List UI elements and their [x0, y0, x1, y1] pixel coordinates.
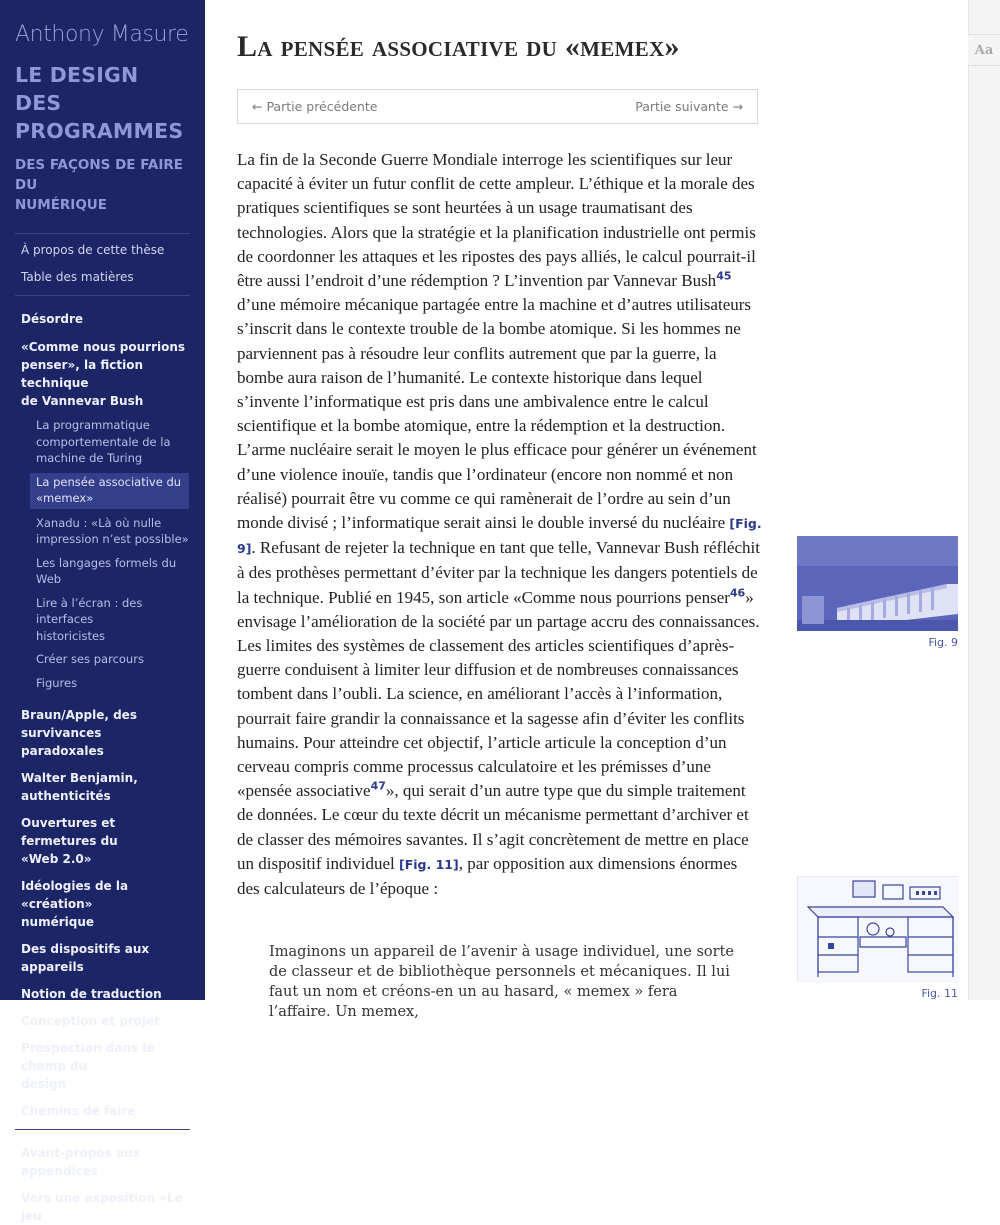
sidebar-item-ouvertures[interactable]: [0, 814, 205, 868]
sidebar-item-conception[interactable]: Conception et projet: [21, 1014, 161, 1028]
previous-part-link[interactable]: ← Partie précédente: [252, 99, 378, 114]
book-title[interactable]: [0, 61, 205, 145]
sidebar-item-comme-nous[interactable]: [0, 338, 205, 410]
sidebar-item-label: Walter Benjamin,: [21, 771, 138, 785]
sidebar-subitem-turing[interactable]: [0, 417, 205, 467]
sidebar-item-label: numérique: [21, 915, 95, 929]
sidebar-item-chemins[interactable]: Chemins de faire: [21, 1104, 136, 1118]
sidebar-link-about[interactable]: À propos de cette thèse: [21, 243, 165, 257]
book-subtitle-line: DES FAÇONS DE FAIRE DU: [15, 157, 183, 193]
sidebar-item-prospection[interactable]: [0, 1039, 205, 1093]
sidebar-item-label: La pensée associative du: [36, 474, 182, 489]
sidebar-item-label: impression n’est possible»: [36, 532, 189, 546]
sidebar-item-label: historicistes: [36, 628, 106, 643]
footnote-46-link[interactable]: 46: [729, 586, 746, 599]
next-part-link[interactable]: Partie suivante →: [635, 99, 743, 114]
sidebar-item-dispositifs[interactable]: Des dispositifs aux appareils: [21, 942, 150, 974]
sidebar-item-label: Les langages formels du: [36, 555, 177, 570]
text-segment: d’une mémoire mécanique partagée entre la machine et d’autres utilisateurs s’inscrit dans le contexte trouble de la bombe atomique. Si les hommes ne parviennent pas à résoudre leur conflits autrement que par la guerre, la bombe aura raison de l’humanité. Le contexte historique dans lequel s’invente l’informatique est pris dans une ambivalence entre le calcul scientifique et la bombe atomique, entre la rédemption et la destruction. L’arme nucléaire serait le moyen le plus efficace pour générer un événement d’une violence inouïe, tandis que l’ordinateur (encore non nommé et non réalisé) pourrait être vu comme ce qui ramènerait de l’ordre au sein d’un monde divisé ; l’informatique serait ainsi le double inversé du nucléaire: [237, 295, 757, 533]
blockquote: Imaginons un appareil de l’avenir à usage individuel, une sorte de classeur et de bibliothèque personnels et mécaniques. Il lui faut un nom et créons-en un au hasard, « memex » fera l’affaire. Un memex,: [269, 944, 734, 1020]
sidebar-subitem-creer[interactable]: Créer ses parcours: [36, 652, 144, 666]
fig-11-reference-link[interactable]: [Fig. 11]: [398, 856, 459, 872]
sidebar-item-label: Prospection dans le champ du: [21, 1041, 155, 1073]
sidebar: [0, 0, 205, 1223]
sidebar-item-label: Idéologies de la «création»: [21, 879, 129, 911]
figure-9-caption: Fig. 9: [928, 636, 958, 649]
figure-11-caption: Fig. 11: [921, 987, 958, 1000]
text-segment: La fin de la Seconde Guerre Mondiale interroge les scientifiques sur leur capacité à éviter un futur conflit de cette ampleur. L’éthique et la morale des pratiques scientifiques se sont heurtées à un usage traumatisant des technologies. Alors que la stratégie et la planification industrielle ont permis de coordonner les attaques et les ripostes des pays alliés, le calcul pourrait-il être aussi l’endroit d’une rédemption ? L’invention par Vannevar Bush: [237, 150, 756, 291]
sidebar-item-label: «Comme nous pourrions: [21, 340, 186, 354]
font-settings-button[interactable]: Aa: [968, 34, 1000, 66]
text-segment: , par opposition aux dimensions énormes des calculateurs de l’époque :: [237, 853, 738, 899]
text-segment: » envisage l’amélioration de la société par un partage accru des connaissances. Les limites des systèmes de classement des articles scientifiques d’après-guerre conduisent à limiter leur diffusion et de nombreuses connaissances tombent dans l’oubli. La science, en améliorant l’accès à l’information, pourrait faire grandir la connaissance et la sagesse afin d’éviter les conflits humains. Pour atteindre cet objectif, l’article articule la conception d’un cerveau compris comme processus calculatoire et les prémisses d’une «pensée associative: [237, 587, 760, 801]
sidebar-item-label: paradoxales: [21, 744, 104, 758]
computer-room-photo: [797, 536, 958, 631]
sidebar-item-label: penser», la fiction technique: [21, 358, 143, 390]
sidebar-item-label: Braun/Apple, des survivances: [21, 708, 137, 740]
text-segment: », qui serait d’un autre type que du simple traitement de données. Le cœur du texte décrit un mécanisme permettant d’archiver et de classer des mémoires savantes. Il s’agit concrètement de mettre en place un dispositif individuel: [237, 781, 749, 873]
sidebar-item-ideologies[interactable]: [0, 877, 205, 931]
sidebar-item-braun[interactable]: [0, 706, 205, 760]
sidebar-item-label: Xanadu : «Là où nulle: [36, 515, 162, 530]
sidebar-subitem-xanadu[interactable]: [0, 515, 205, 548]
sidebar-item-exposition[interactable]: Vers une exposition «Le jeu: [21, 1191, 183, 1223]
sidebar-item-desordre[interactable]: Désordre: [21, 312, 84, 326]
sidebar-item-label: comportementale de la: [36, 434, 171, 449]
sidebar-subitem-lire[interactable]: [0, 595, 205, 645]
sidebar-item-label: «Web 2.0»: [21, 852, 92, 866]
sidebar-item-label: «memex»: [36, 491, 94, 505]
footnote-45-link[interactable]: 45: [716, 269, 732, 283]
sidebar-item-label: authenticités: [21, 789, 111, 803]
pager: [237, 89, 758, 124]
sidebar-subitem-memex[interactable]: [30, 473, 189, 509]
sidebar-item-label: Web: [36, 572, 62, 586]
sidebar-item-label: design: [21, 1077, 67, 1091]
sidebar-item-traduction[interactable]: Notion de traduction: [21, 987, 162, 1001]
sidebar-item-label: machine de Turing: [36, 451, 143, 465]
figure-9-image[interactable]: [797, 536, 958, 631]
text-segment: . Refusant de rejeter la technique en tant que telle, Vannevar Bush réfléchit à des prothèses permettant d’éviter par la technique les dangers potentiels de la technique. Publié en 1945, son article «Comme nous pourrions penser: [237, 538, 760, 607]
body-paragraph: [237, 148, 762, 901]
sidebar-item-avant-propos[interactable]: Avant-propos aux appendices: [21, 1146, 141, 1178]
sidebar-item-label: Lire à l’écran : des interfaces: [36, 595, 143, 626]
figure-11-image[interactable]: [797, 876, 958, 982]
tools-gutter: [968, 0, 1000, 1000]
footnote-47-link[interactable]: 47: [370, 779, 386, 793]
book-title-line: PROGRAMMES: [15, 119, 184, 143]
sidebar-subitem-figures[interactable]: Figures: [36, 675, 78, 690]
sidebar-item-label: Ouvertures et fermetures du: [21, 816, 118, 848]
sidebar-subitem-langages[interactable]: [0, 555, 205, 588]
fig-9-reference-link[interactable]: [Fig. 9]: [237, 516, 762, 557]
book-subtitle[interactable]: [0, 155, 205, 215]
book-subtitle-line: NUMÉRIQUE: [15, 197, 107, 213]
sidebar-item-benjamin[interactable]: [0, 769, 205, 805]
sidebar-link-toc[interactable]: Table des matières: [21, 270, 134, 284]
main-content: [205, 0, 968, 1020]
book-title-line: LE DESIGN DES: [15, 63, 139, 115]
memex-drawing: [798, 877, 959, 983]
page-title: La pensée associative du «memex»: [237, 30, 680, 63]
sidebar-item-label: La programmatique: [36, 418, 150, 432]
sidebar-item-label: de Vannevar Bush: [21, 394, 144, 408]
author-name[interactable]: Anthony Masure: [15, 22, 189, 47]
